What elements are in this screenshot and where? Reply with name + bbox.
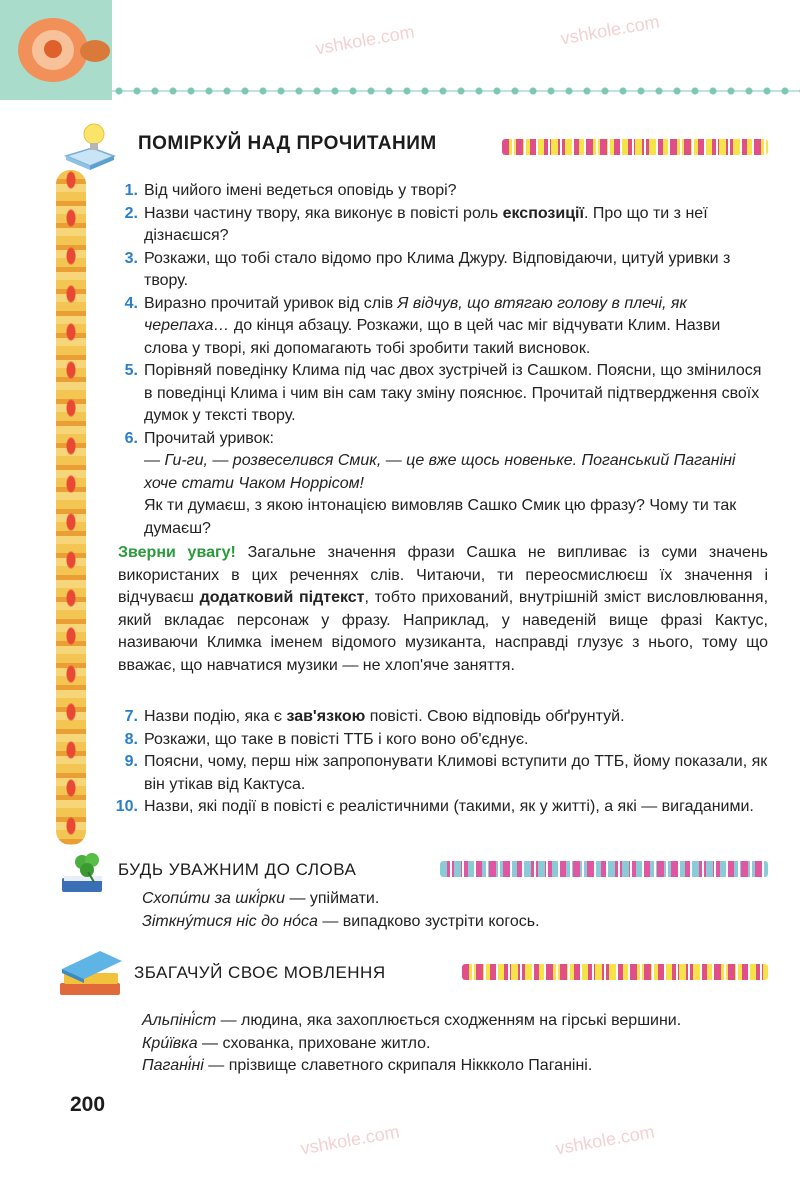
title-stripe-2 xyxy=(440,861,768,877)
question-number: 8. xyxy=(124,730,138,748)
title-stripe-3 xyxy=(462,964,768,980)
question-2: 2. Назви частину твору, яка виконує в повісті роль експозиції. Про що ти з неї дізнаєшся? xyxy=(118,203,768,248)
question-number: 7. xyxy=(124,708,138,725)
question-number: 2. xyxy=(124,204,138,222)
quote-text: — Ги-ги, — розвеселився Смик, — це вже щось новеньке. Поганський Паганіні хоче стати Чаком Норрісом! xyxy=(144,452,736,492)
watermark: vshkole.com xyxy=(298,1121,401,1159)
watermark: vshkole.com xyxy=(558,11,661,49)
question-7: 7. Назви подію, яка є зав'язкою повісті. Свою відповідь обґрунтуй. xyxy=(118,706,768,729)
question-number: 3. xyxy=(124,249,138,267)
question-5: 5. Порівняй поведінку Клима під час двох зустрічей із Сашком. Поясни, що змінилося в поведінці Клима і чим він сам таку зміну пояснює. Прочитай підтвердження своїх думок у тексті твору. xyxy=(118,360,768,428)
section-title-reflect: ПОМІРКУЙ НАД ПРОЧИТАНИМ xyxy=(138,133,437,154)
lightbulb-book-icon xyxy=(62,120,118,170)
clover-book-icon xyxy=(60,848,112,898)
dict-entry: Зіткну́тися ніс до но́са — випадково зустріти когось. xyxy=(142,912,540,930)
watermark: vshkole.com xyxy=(313,21,416,59)
question-list-1 xyxy=(118,180,768,540)
watermark: vshkole.com xyxy=(553,1121,656,1159)
dict-entry: Схопи́ти за шкі́рки — упіймати. xyxy=(142,890,380,907)
dict-entry: Пагані́ні — прізвище славетного скрипаля Ніккколо Паганіні. xyxy=(142,1057,593,1074)
question-9: 9. Поясни, чому, перш ніж запропонувати Климові вступити до ТТБ, йому показали, як він утікав від Кактуса. xyxy=(118,751,768,796)
section-title-words: БУДЬ УВАЖНИМ ДО СЛОВА xyxy=(118,860,357,879)
attention-label: Зверни увагу! xyxy=(118,544,236,561)
corner-flower-decoration xyxy=(0,0,112,100)
question-10: 10. Назви, які події в повісті є реалістичними (такими, як у житті), а які — вигаданими. xyxy=(118,796,768,819)
dict-entry: Кри́ївка — схованка, приховане житло. xyxy=(142,1034,431,1052)
question-number: 1. xyxy=(124,182,138,199)
question-number: 5. xyxy=(124,362,138,379)
question-4: 4. Виразно прочитай уривок від слів Я відчув, що втягаю голову в плечі, як черепаха… до кінця абзацу. Розкажи, що в цей час міг відчувати Клим. Назви слова у творі, які допомагають тобі зробити такий висновок. xyxy=(118,293,768,361)
question-number: 10. xyxy=(115,798,138,815)
idiom-list xyxy=(142,888,762,933)
books-stack-icon xyxy=(54,945,126,1001)
page-number: 200 xyxy=(70,1093,106,1116)
question-8: 8. Розкажи, що таке в повісті ТТБ і кого воно об'єднує. xyxy=(118,729,768,752)
question-list-2 xyxy=(115,706,768,819)
question-number: 6. xyxy=(124,429,138,447)
attention-note: Зверни увагу! Загальне значення фрази Сашка не випливає із суми значень використаних в цих реченнях слів. Читаючи, ти переосмислюєш їх значення і відчуваєш додатковий підтекст, тобто прихований, внутрішній зміст висловлювання, який вкладає персонаж у фразу. Наприклад, у наведеній вище фразі Кактус, називаючи Климка іменем відомого музиканта, насправді глузує з нього, тому що вважає, що навчатися музики — не хлоп'яче заняття. xyxy=(118,544,769,674)
question-1: 1. Від чийого імені ведеться оповідь у творі? xyxy=(118,180,768,203)
top-border-dots xyxy=(112,84,800,98)
dict-entry: Альпіні́ст — людина, яка захоплюється сходженням на гірські вершини. xyxy=(142,1012,682,1029)
question-number: 9. xyxy=(124,753,138,770)
title-stripe-1 xyxy=(502,139,768,155)
question-6: 6. Прочитай уривок: — Ги-ги, — розвеселився Смик, — це вже щось новеньке. Поганський Паганіні хоче стати Чаком Норрісом! Як ти думаєш, з якою інтонацією вимовляв Сашко Смик цю фразу? Чому ти так думаєш? xyxy=(118,428,768,541)
question-3: 3. Розкажи, що тобі стало відомо про Клима Джуру. Відповідаючи, цитуй уривки з твору. xyxy=(118,248,768,293)
vertical-rope-decoration xyxy=(56,170,86,845)
question-number: 4. xyxy=(124,294,138,312)
section-title-speech: ЗБАГАЧУЙ СВОЄ МОВЛЕННЯ xyxy=(134,963,386,982)
vocabulary-list xyxy=(142,1010,762,1078)
